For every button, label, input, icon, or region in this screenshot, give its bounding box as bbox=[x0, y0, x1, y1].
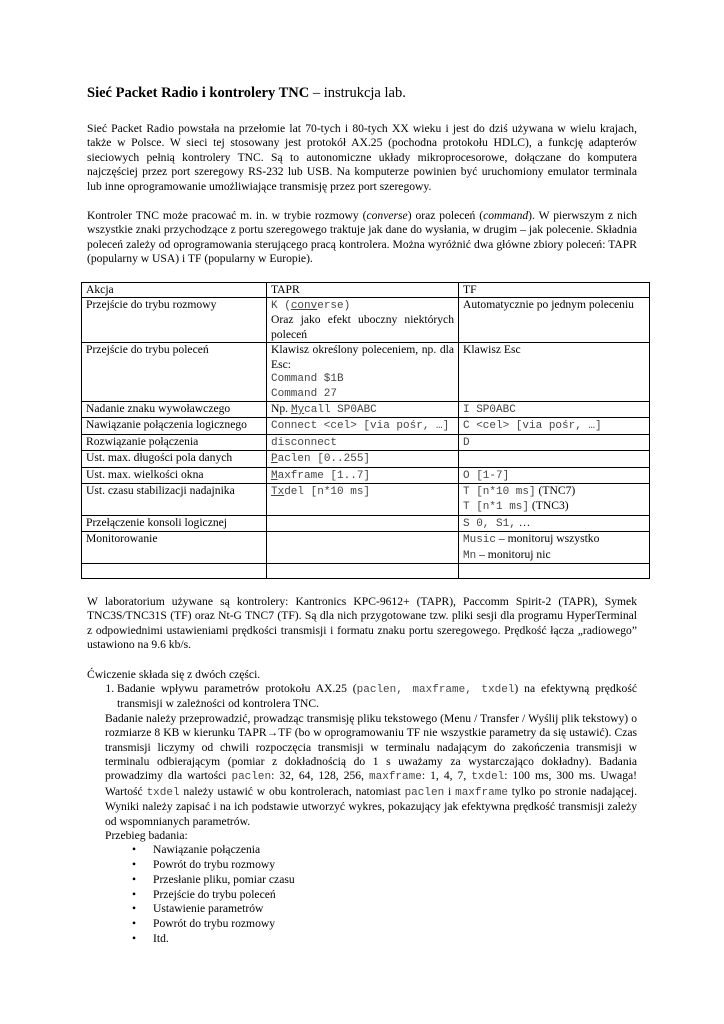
cell-tapr bbox=[267, 418, 459, 434]
cell-empty bbox=[82, 563, 267, 578]
tapr-text: Klawisz określony poleceniem, np. dla Esc: bbox=[271, 343, 454, 371]
table-row bbox=[82, 298, 650, 343]
tf-line-1 bbox=[463, 484, 645, 499]
tapr-my: My bbox=[290, 403, 305, 416]
cell-tf bbox=[459, 434, 650, 450]
tapr-code: Connect <cel> [via pośr, …] bbox=[271, 420, 450, 433]
tapr-code: disconnect bbox=[271, 436, 338, 449]
desc-c: : 1, 4, 7, bbox=[421, 769, 472, 783]
commands-table bbox=[81, 282, 650, 579]
bullet-icon: • bbox=[132, 843, 137, 857]
list-item bbox=[132, 931, 637, 947]
table-row bbox=[82, 343, 650, 402]
cell-tf bbox=[459, 418, 650, 434]
cell-action: Ust. max. wielkości okna bbox=[82, 467, 267, 483]
task-1 bbox=[117, 682, 637, 712]
header-tapr: TAPR bbox=[267, 282, 459, 297]
task-description bbox=[87, 712, 637, 829]
tf-code: O [1-7] bbox=[463, 469, 510, 482]
cell-action: Monitorowanie bbox=[82, 532, 267, 564]
step-label: Przesłanie pliku, pomiar czasu bbox=[153, 872, 295, 886]
cell-tapr bbox=[267, 483, 459, 515]
step-label: Powrót do trybu rozmowy bbox=[153, 916, 276, 930]
bullet-icon: • bbox=[132, 858, 137, 872]
tf-rest: – monitoruj nic bbox=[476, 547, 551, 561]
title-bold: Sieć Packet Radio i kontrolery TNC bbox=[87, 85, 310, 101]
list-item bbox=[132, 858, 637, 873]
desc-txdel: txdel bbox=[471, 771, 505, 784]
table-row bbox=[82, 434, 650, 450]
cell-action: Ust. max. długości pola danych bbox=[82, 451, 267, 467]
bullet-icon: • bbox=[132, 872, 137, 886]
tapr-code bbox=[271, 300, 350, 312]
tapr-m: M bbox=[271, 469, 278, 482]
cell-tapr bbox=[267, 467, 459, 483]
cell-empty bbox=[459, 563, 650, 578]
cell-tapr bbox=[267, 532, 459, 564]
tapr-tx: Tx bbox=[271, 485, 285, 498]
desc-b: : 32, 64, 128, 256, bbox=[271, 769, 370, 783]
table-row bbox=[82, 483, 650, 515]
exercise-intro: Ćwiczenie składa się z dwóch części. bbox=[87, 667, 261, 681]
tapr-k: K ( bbox=[271, 300, 291, 313]
desc-paclen: paclen bbox=[231, 771, 272, 784]
tapr-code bbox=[271, 470, 370, 482]
table-row-empty bbox=[82, 563, 650, 578]
step-label: Nawiązanie połączenia bbox=[153, 843, 261, 857]
tapr-conv: conv bbox=[290, 300, 318, 313]
tapr-rest: axframe [1..7] bbox=[277, 469, 371, 482]
cell-tapr bbox=[267, 434, 459, 450]
tf-code: Mn bbox=[463, 549, 477, 562]
desc-e: należy ustawić w obu kontrolerach, natomiast bbox=[179, 784, 405, 798]
cell-tapr bbox=[267, 451, 459, 467]
intro2-a: Kontroler TNC może pracować m. in. w trybie rozmowy ( bbox=[87, 209, 367, 223]
tf-code: S 0, S1, bbox=[463, 517, 516, 530]
tapr-p: P bbox=[271, 453, 278, 466]
cell-action: Rozwiązanie połączenia bbox=[82, 434, 267, 450]
cell-tf bbox=[459, 532, 650, 564]
tf-note: (TNC3) bbox=[529, 499, 569, 513]
intro2-converse: converse bbox=[366, 209, 408, 223]
intro-paragraph-2 bbox=[87, 209, 637, 267]
tf-code: T [n*1 ms] bbox=[463, 501, 530, 514]
document-content bbox=[87, 84, 637, 946]
table-row bbox=[82, 401, 650, 417]
cell-action: Nawiązanie połączenia logicznego bbox=[82, 418, 267, 434]
desc-g: tylko po stronie nadającej. Wyniki należy zapisać i na ich podstawie utworzyć wykres, pokazujący jak efektywna prędkość transmisji zależy od wspomnianych parametrów. bbox=[105, 784, 637, 828]
tf-code: I SP0ABC bbox=[463, 403, 516, 416]
cell-tapr bbox=[267, 401, 459, 417]
desc-a: Badanie należy przeprowadzić, prowadząc transmisję pliku tekstowego (Menu / Transfer / Wyślij plik tekstowy) o rozmiarze 8 KB w kierunku TAPR→TF (bo w oprogramowaniu TF nie wszystkie parametry da się ustawić). Czas transmisji liczymy od chwili rozpoczęcia transmisji w terminalu nadającym do zakończenia transmisji w terminalu odbierającym (pomiar z dokładnością do 1 s uważamy za wystarczająco dokładny). Badania prowadzimy dla wartości bbox=[105, 711, 637, 783]
lab-paragraph: W laboratorium używane są kontrolery: Kantronics KPC-9612+ (TAPR), Paccomm Spirit-2 (TAPR), Symek TNC3S/TNC31S (TF) oraz Nt-G TNC7 (TF). Są dla nich przygotowane tzw. pliki sesji dla programu HyperTerminal z odpowiednimi ustawieniami prędkości transmisji i formatu znaku portu szeregowego. Prędkość łącza „radiowego” ustawiono na 9.6 kb/s. bbox=[87, 594, 637, 652]
tapr-np: Np. bbox=[271, 401, 291, 415]
bullet-icon: • bbox=[132, 916, 137, 930]
intro-paragraph-1: Sieć Packet Radio powstała na przełomie lat 70-tych i 80-tych XX wieku i jest do dziś używana w wielu krajach, także w Polsce. W sieci tej stosowany jest protokół AX.25 (pochodna protokołu HDLC), a funkcję adapterów sieciowych pełnią kontrolery TNC. Są to autonomiczne układy mikroprocesorowe, dołączane do komputera najczęściej przez port szeregowy RS-232 lub USB. Na komputerze powinien być uruchomiony emulator terminala lub inne oprogramowanie umożliwiające transmisję przez port szeregowy. bbox=[87, 122, 637, 193]
tapr-code bbox=[271, 453, 370, 465]
cell-tf: Automatycznie po jednym poleceniu bbox=[459, 298, 650, 343]
intro2-command: command bbox=[483, 209, 529, 223]
steps-list bbox=[87, 843, 637, 946]
header-action: Akcja bbox=[82, 282, 267, 297]
tapr-erse: erse) bbox=[317, 300, 351, 313]
desc-d: : 100 ms, 300 ms. Uwaga! Wartość bbox=[105, 769, 637, 798]
table-row bbox=[82, 467, 650, 483]
cell-tf: Klawisz Esc bbox=[459, 343, 650, 402]
tf-line-1 bbox=[463, 532, 645, 547]
cell-tapr bbox=[267, 298, 459, 343]
desc-maxframe2: maxframe bbox=[455, 786, 508, 799]
cell-action: Przełączenie konsoli logicznej bbox=[82, 515, 267, 531]
cell-empty bbox=[267, 563, 459, 578]
page-title bbox=[87, 84, 637, 102]
list-item bbox=[132, 902, 637, 917]
title-rest: – instrukcja lab. bbox=[309, 85, 406, 101]
list-item bbox=[132, 916, 637, 932]
tasks-list bbox=[87, 682, 637, 712]
task1-b: ) na efektywną prędkość transmisji w zależności od kontrolera TNC. bbox=[117, 682, 637, 711]
tapr-code bbox=[271, 486, 370, 498]
tapr-cmd2: Command 27 bbox=[271, 387, 338, 400]
step-label: Przejście do trybu poleceń bbox=[153, 887, 276, 901]
tf-code: D bbox=[463, 436, 470, 449]
bullet-icon: • bbox=[132, 931, 137, 945]
cell-action: Nadanie znaku wywoławczego bbox=[82, 401, 267, 417]
cell-tf bbox=[459, 451, 650, 467]
tapr-rest: aclen [0..255] bbox=[277, 453, 371, 466]
desc-paclen2: paclen bbox=[404, 786, 445, 799]
cell-tapr bbox=[267, 343, 459, 402]
steps-title: Przebieg badania: bbox=[105, 829, 188, 843]
cell-tf bbox=[459, 401, 650, 417]
tapr-del: del bbox=[284, 485, 305, 498]
step-label: Ustawienie parametrów bbox=[153, 902, 264, 916]
desc-txdel2: txdel bbox=[146, 786, 180, 799]
tf-line-2 bbox=[463, 548, 645, 563]
list-item bbox=[132, 887, 637, 903]
tapr-call: call SP0ABC bbox=[304, 403, 377, 416]
bullet-icon: • bbox=[132, 902, 137, 916]
step-label: Powrót do trybu rozmowy bbox=[153, 858, 276, 872]
cell-tapr bbox=[267, 515, 459, 531]
tapr-cmd1: Command $1B bbox=[271, 373, 344, 386]
cell-action: Ust. czasu stabilizacji nadajnika bbox=[82, 483, 267, 515]
table-row bbox=[82, 532, 650, 564]
cell-action: Przejście do trybu rozmowy bbox=[82, 298, 267, 343]
tf-rest: … bbox=[515, 515, 531, 529]
table-header-row bbox=[82, 282, 650, 297]
tf-code: C <cel> [via pośr, …] bbox=[463, 420, 602, 433]
step-label: Itd. bbox=[153, 931, 169, 945]
task1-a: Badanie wpływu parametrów protokołu AX.25 ( bbox=[117, 682, 357, 695]
table-row bbox=[82, 515, 650, 531]
intro2-b: ) oraz poleceń ( bbox=[407, 209, 484, 223]
cell-tf bbox=[459, 467, 650, 483]
tapr-rest: [n*10 ms] bbox=[304, 485, 371, 498]
tf-rest: – monitoruj wszystko bbox=[496, 532, 600, 546]
cell-tf bbox=[459, 483, 650, 515]
cell-tf bbox=[459, 515, 650, 531]
tapr-code bbox=[291, 404, 377, 416]
desc-f: i bbox=[444, 784, 456, 798]
table-row bbox=[82, 418, 650, 434]
task1-code: paclen, maxframe, txdel bbox=[356, 684, 515, 696]
tf-note: (TNC7) bbox=[535, 483, 576, 497]
tf-code: Music bbox=[463, 534, 497, 547]
bullet-icon: • bbox=[132, 887, 137, 901]
intro2-c: ). W pierwszym z nich wszystkie znaki przychodzące z portu szeregowego traktuje jak dane do wysłania, w drugim – jak polecenie. Składnia poleceń zależy od oprogramowania sterującego pracą kontrolera. Można wyróżnić dwa główne zbiory poleceń: TAPR (popularny w USA) i TF (popularny w Europie). bbox=[87, 209, 637, 266]
tapr-note: Oraz jako efekt uboczny niektórych poleceń bbox=[271, 313, 454, 341]
cell-action: Przejście do trybu poleceń bbox=[82, 343, 267, 402]
list-item bbox=[132, 843, 637, 858]
list-item bbox=[132, 872, 637, 888]
table-row bbox=[82, 451, 650, 467]
tf-code: T [n*10 ms] bbox=[463, 485, 536, 498]
header-tf: TF bbox=[459, 282, 650, 297]
desc-maxframe: maxframe bbox=[369, 771, 422, 784]
tf-line-2 bbox=[463, 499, 645, 514]
